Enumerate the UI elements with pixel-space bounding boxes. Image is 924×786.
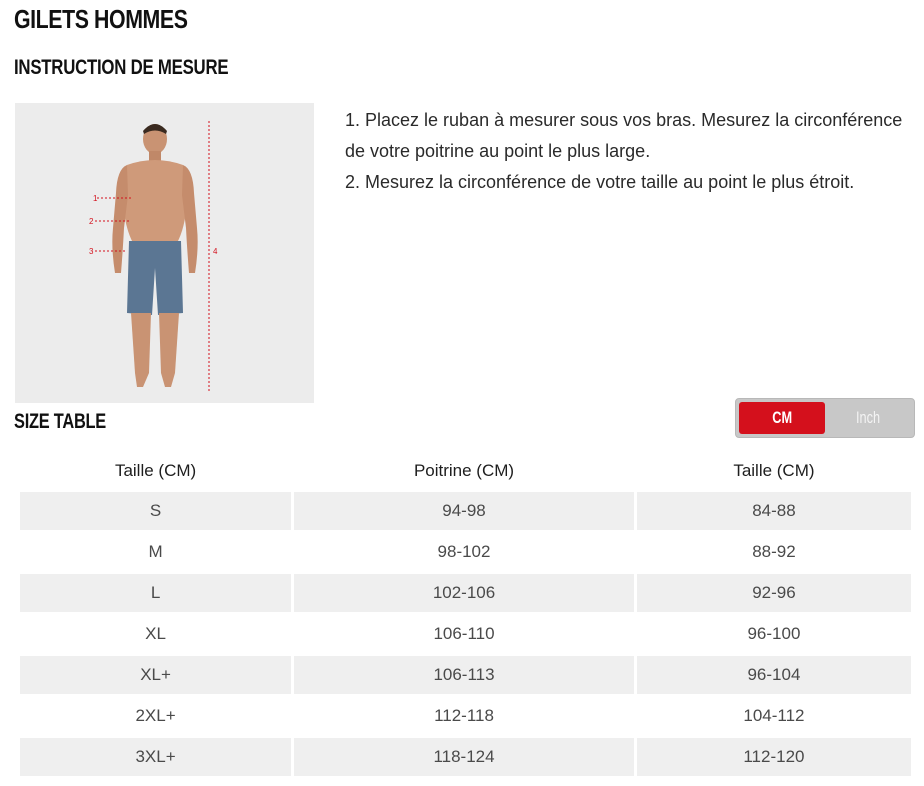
page-title: GILETS HOMMES xyxy=(14,4,188,34)
cell-chest: 98-102 xyxy=(294,533,634,571)
cell-size: S xyxy=(20,492,291,530)
model-torso xyxy=(123,160,187,243)
cell-size: 2XL+ xyxy=(20,697,291,735)
size-table-title: SIZE TABLE xyxy=(14,410,107,433)
cell-chest: 106-113 xyxy=(294,656,634,694)
header-waist: Taille (CM) xyxy=(733,461,815,480)
cell-waist: 96-104 xyxy=(637,656,911,694)
marker-3: 3 xyxy=(89,247,94,256)
unit-inch-label: Inch xyxy=(855,408,881,427)
model-illustration xyxy=(15,103,314,403)
unit-cm-label: CM xyxy=(772,408,792,427)
cell-chest: 94-98 xyxy=(294,492,634,530)
cell-waist: 92-96 xyxy=(637,574,911,612)
cell-chest: 106-110 xyxy=(294,615,634,653)
cell-chest: 112-118 xyxy=(294,697,634,735)
marker-1: 1 xyxy=(93,194,98,203)
unit-toggle xyxy=(735,398,915,438)
table-row xyxy=(20,656,911,694)
unit-inch-button[interactable] xyxy=(825,402,911,434)
cell-waist: 88-92 xyxy=(637,533,911,571)
marker-2: 2 xyxy=(89,217,94,226)
marker-4: 4 xyxy=(213,247,218,256)
cell-size: M xyxy=(20,533,291,571)
measurement-figure xyxy=(15,103,314,403)
instruction-step-2: 2. Mesurez la circonférence de votre taille au point le plus étroit. xyxy=(345,172,855,192)
size-table xyxy=(17,450,914,779)
table-row xyxy=(20,615,911,653)
table-row xyxy=(20,738,911,776)
measure-instruction-title: INSTRUCTION DE MESURE xyxy=(14,56,229,79)
table-row xyxy=(20,574,911,612)
cell-waist: 96-100 xyxy=(637,615,911,653)
unit-cm-button[interactable] xyxy=(739,402,825,434)
cell-waist: 112-120 xyxy=(637,738,911,776)
table-header-row xyxy=(20,453,911,489)
cell-chest: 118-124 xyxy=(294,738,634,776)
header-chest: Poitrine (CM) xyxy=(413,461,515,480)
cell-size: 3XL+ xyxy=(20,738,291,776)
cell-waist: 104-112 xyxy=(637,697,911,735)
cell-size: XL+ xyxy=(20,656,291,694)
header-size: Taille (CM) xyxy=(114,461,197,480)
model-shorts xyxy=(127,241,183,315)
measurement-instructions xyxy=(345,105,915,198)
table-row xyxy=(20,492,911,530)
cell-size: XL xyxy=(20,615,291,653)
instruction-step-1: 1. Placez le ruban à mesurer sous vos bras. Mesurez la circonférence de votre poitrine au point le plus large. xyxy=(345,110,903,161)
table-row xyxy=(20,533,911,571)
cell-chest: 102-106 xyxy=(294,574,634,612)
cell-waist: 84-88 xyxy=(637,492,911,530)
table-row xyxy=(20,697,911,735)
cell-size: L xyxy=(20,574,291,612)
